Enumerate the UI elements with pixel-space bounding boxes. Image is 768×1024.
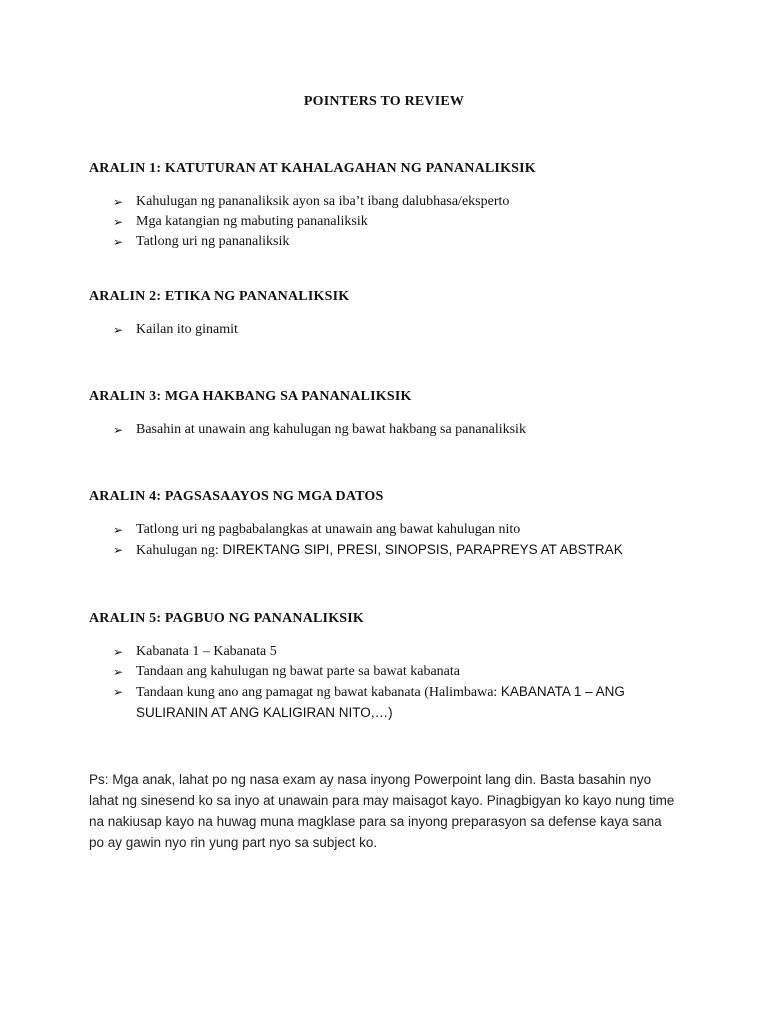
list-item bbox=[89, 192, 689, 212]
list-item bbox=[89, 212, 689, 232]
document-title: POINTERS TO REVIEW bbox=[303, 94, 465, 109]
list-item bbox=[89, 320, 689, 340]
bullet-list bbox=[89, 320, 689, 340]
section-heading: ARALIN 1: KATUTURAN AT KAHALAGAHAN NG PANANALIKSIK bbox=[89, 161, 536, 176]
section-aralin-2 bbox=[89, 288, 689, 340]
list-item-text: Basahin at unawain ang kahulugan ng bawat hakbang sa pananaliksik bbox=[136, 422, 526, 437]
section-heading: ARALIN 5: PAGBUO NG PANANALIKSIK bbox=[89, 611, 365, 626]
arrowhead-bullet-icon: ➢ bbox=[113, 523, 124, 537]
bullet-list bbox=[89, 520, 689, 561]
list-item-text: Kailan ito ginamit bbox=[136, 322, 238, 337]
arrowhead-bullet-icon: ➢ bbox=[113, 665, 124, 679]
list-item bbox=[89, 420, 689, 440]
section-aralin-1 bbox=[89, 160, 689, 252]
arrowhead-bullet-icon: ➢ bbox=[113, 423, 124, 437]
arrowhead-bullet-icon: ➢ bbox=[113, 685, 124, 699]
list-item-text: Tatlong uri ng pananaliksik bbox=[136, 234, 290, 249]
list-item bbox=[89, 642, 689, 662]
list-item bbox=[89, 540, 689, 561]
list-item-example: KABANATA 1 – ANG SULIRANIN AT ANG KALIGIRAN NITO,…) bbox=[136, 684, 625, 720]
list-item-prefix: Kahulugan ng: bbox=[136, 543, 223, 558]
arrowhead-bullet-icon: ➢ bbox=[113, 235, 124, 249]
list-item bbox=[89, 662, 689, 682]
list-item-text: Tatlong uri ng pagbabalangkas at unawain ang bawat kahulugan nito bbox=[136, 522, 521, 537]
arrowhead-bullet-icon: ➢ bbox=[113, 645, 124, 659]
bullet-list bbox=[89, 420, 689, 440]
section-heading: ARALIN 2: ETIKA NG PANANALIKSIK bbox=[89, 289, 350, 304]
arrowhead-bullet-icon: ➢ bbox=[113, 195, 124, 209]
arrowhead-bullet-icon: ➢ bbox=[113, 543, 124, 557]
list-item-text: Tandaan ang kahulugan ng bawat parte sa bawat kabanata bbox=[136, 664, 460, 679]
list-item-terms: DIREKTANG SIPI, PRESI, SINOPSIS, PARAPREYS AT ABSTRAK bbox=[222, 542, 623, 557]
list-item bbox=[89, 232, 689, 252]
arrowhead-bullet-icon: ➢ bbox=[113, 323, 124, 337]
bullet-list bbox=[89, 642, 689, 724]
list-item-text: Mga katangian ng mabuting pananaliksik bbox=[136, 214, 368, 229]
arrowhead-bullet-icon: ➢ bbox=[113, 215, 124, 229]
list-item-text: Kabanata 1 – Kabanata 5 bbox=[136, 644, 277, 659]
section-aralin-5 bbox=[89, 610, 689, 724]
list-item-text: Kahulugan ng pananaliksik ayon sa iba’t ibang dalubhasa/eksperto bbox=[136, 194, 510, 209]
section-heading: ARALIN 4: PAGSASAAYOS NG MGA DATOS bbox=[89, 489, 384, 504]
list-item bbox=[89, 520, 689, 540]
section-aralin-4 bbox=[89, 488, 689, 561]
section-heading: ARALIN 3: MGA HAKBANG SA PANANALIKSIK bbox=[89, 389, 412, 404]
list-item bbox=[89, 682, 689, 724]
bullet-list bbox=[89, 192, 689, 252]
section-aralin-3 bbox=[89, 388, 689, 440]
postscript-note: Ps: Mga anak, lahat po ng nasa exam ay nasa inyong Powerpoint lang din. Basta basahin nyo lahat ng sinesend ko sa inyo at unawain para may maisagot kayo. Pinagbigyan ko kayo nung time na nakiusap kayo na huwag muna magklase para sa inyong preparasyon sa defense kaya sana po ay gawin nyo rin yung part nyo sa subject ko. bbox=[89, 772, 675, 850]
list-item-prefix: Tandaan kung ano ang pamagat ng bawat kabanata (Halimbawa: bbox=[136, 685, 501, 700]
